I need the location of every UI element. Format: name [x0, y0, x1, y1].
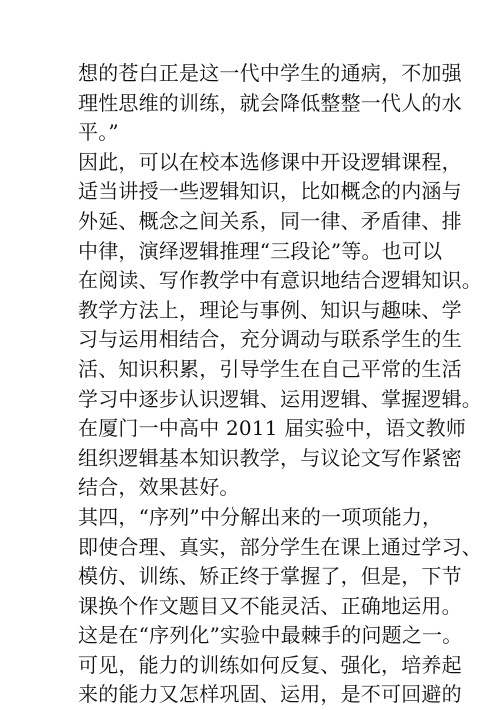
- text-line: 理性思维的训练，就会降低整整一代人的水: [78, 90, 462, 115]
- text-line: 在厦门一中高中 2011 届实验中，语文教师: [78, 416, 467, 441]
- text-line: 学习中逐步认识逻辑、运用逻辑、掌握逻辑。: [78, 386, 482, 411]
- text-line: 教学方法上，理论与事例、知识与趣味、学: [78, 297, 462, 322]
- text-line: 在阅读、写作教学中有意识地结合逻辑知识。: [78, 268, 482, 293]
- text-line: 来的能力又怎样巩固、运用，是不可回避的: [78, 682, 462, 707]
- body-text: [78, 59, 482, 710]
- text-line: 中律，演绎逻辑推理“三段论”等。也可以: [78, 238, 443, 263]
- text-line: 因此，可以在校本选修课中开设逻辑课程，: [78, 149, 462, 174]
- text-line: 课换个作文题目又不能灵活、正确地运用。: [78, 593, 462, 618]
- text-line: 外延、概念之间关系，同一律、矛盾律、排: [78, 208, 462, 233]
- text-line: 可见，能力的训练如何反复、强化，培养起: [78, 652, 462, 677]
- text-line: 即使合理、真实，部分学生在课上通过学习、: [78, 534, 482, 559]
- text-line: 模仿、训练、矫正终于掌握了，但是，下节: [78, 564, 462, 589]
- text-line: 其四，“序列”中分解出来的一项项能力，: [78, 504, 443, 529]
- text-line: 结合，效果甚好。: [78, 475, 240, 500]
- text-line: 组织逻辑基本知识教学，与议论文写作紧密: [78, 445, 462, 470]
- text-line: 这是在“序列化”实验中最棘手的问题之一。: [78, 623, 463, 648]
- text-line: 平。”: [78, 120, 119, 145]
- text-line: 习与运用相结合，充分调动与联系学生的生: [78, 327, 462, 352]
- text-line: 活、知识积累，引导学生在自己平常的生活: [78, 356, 462, 381]
- text-line: 适当讲授一些逻辑知识，比如概念的内涵与: [78, 179, 462, 204]
- text-line: 想的苍白正是这一代中学生的通病，不加强: [78, 61, 462, 85]
